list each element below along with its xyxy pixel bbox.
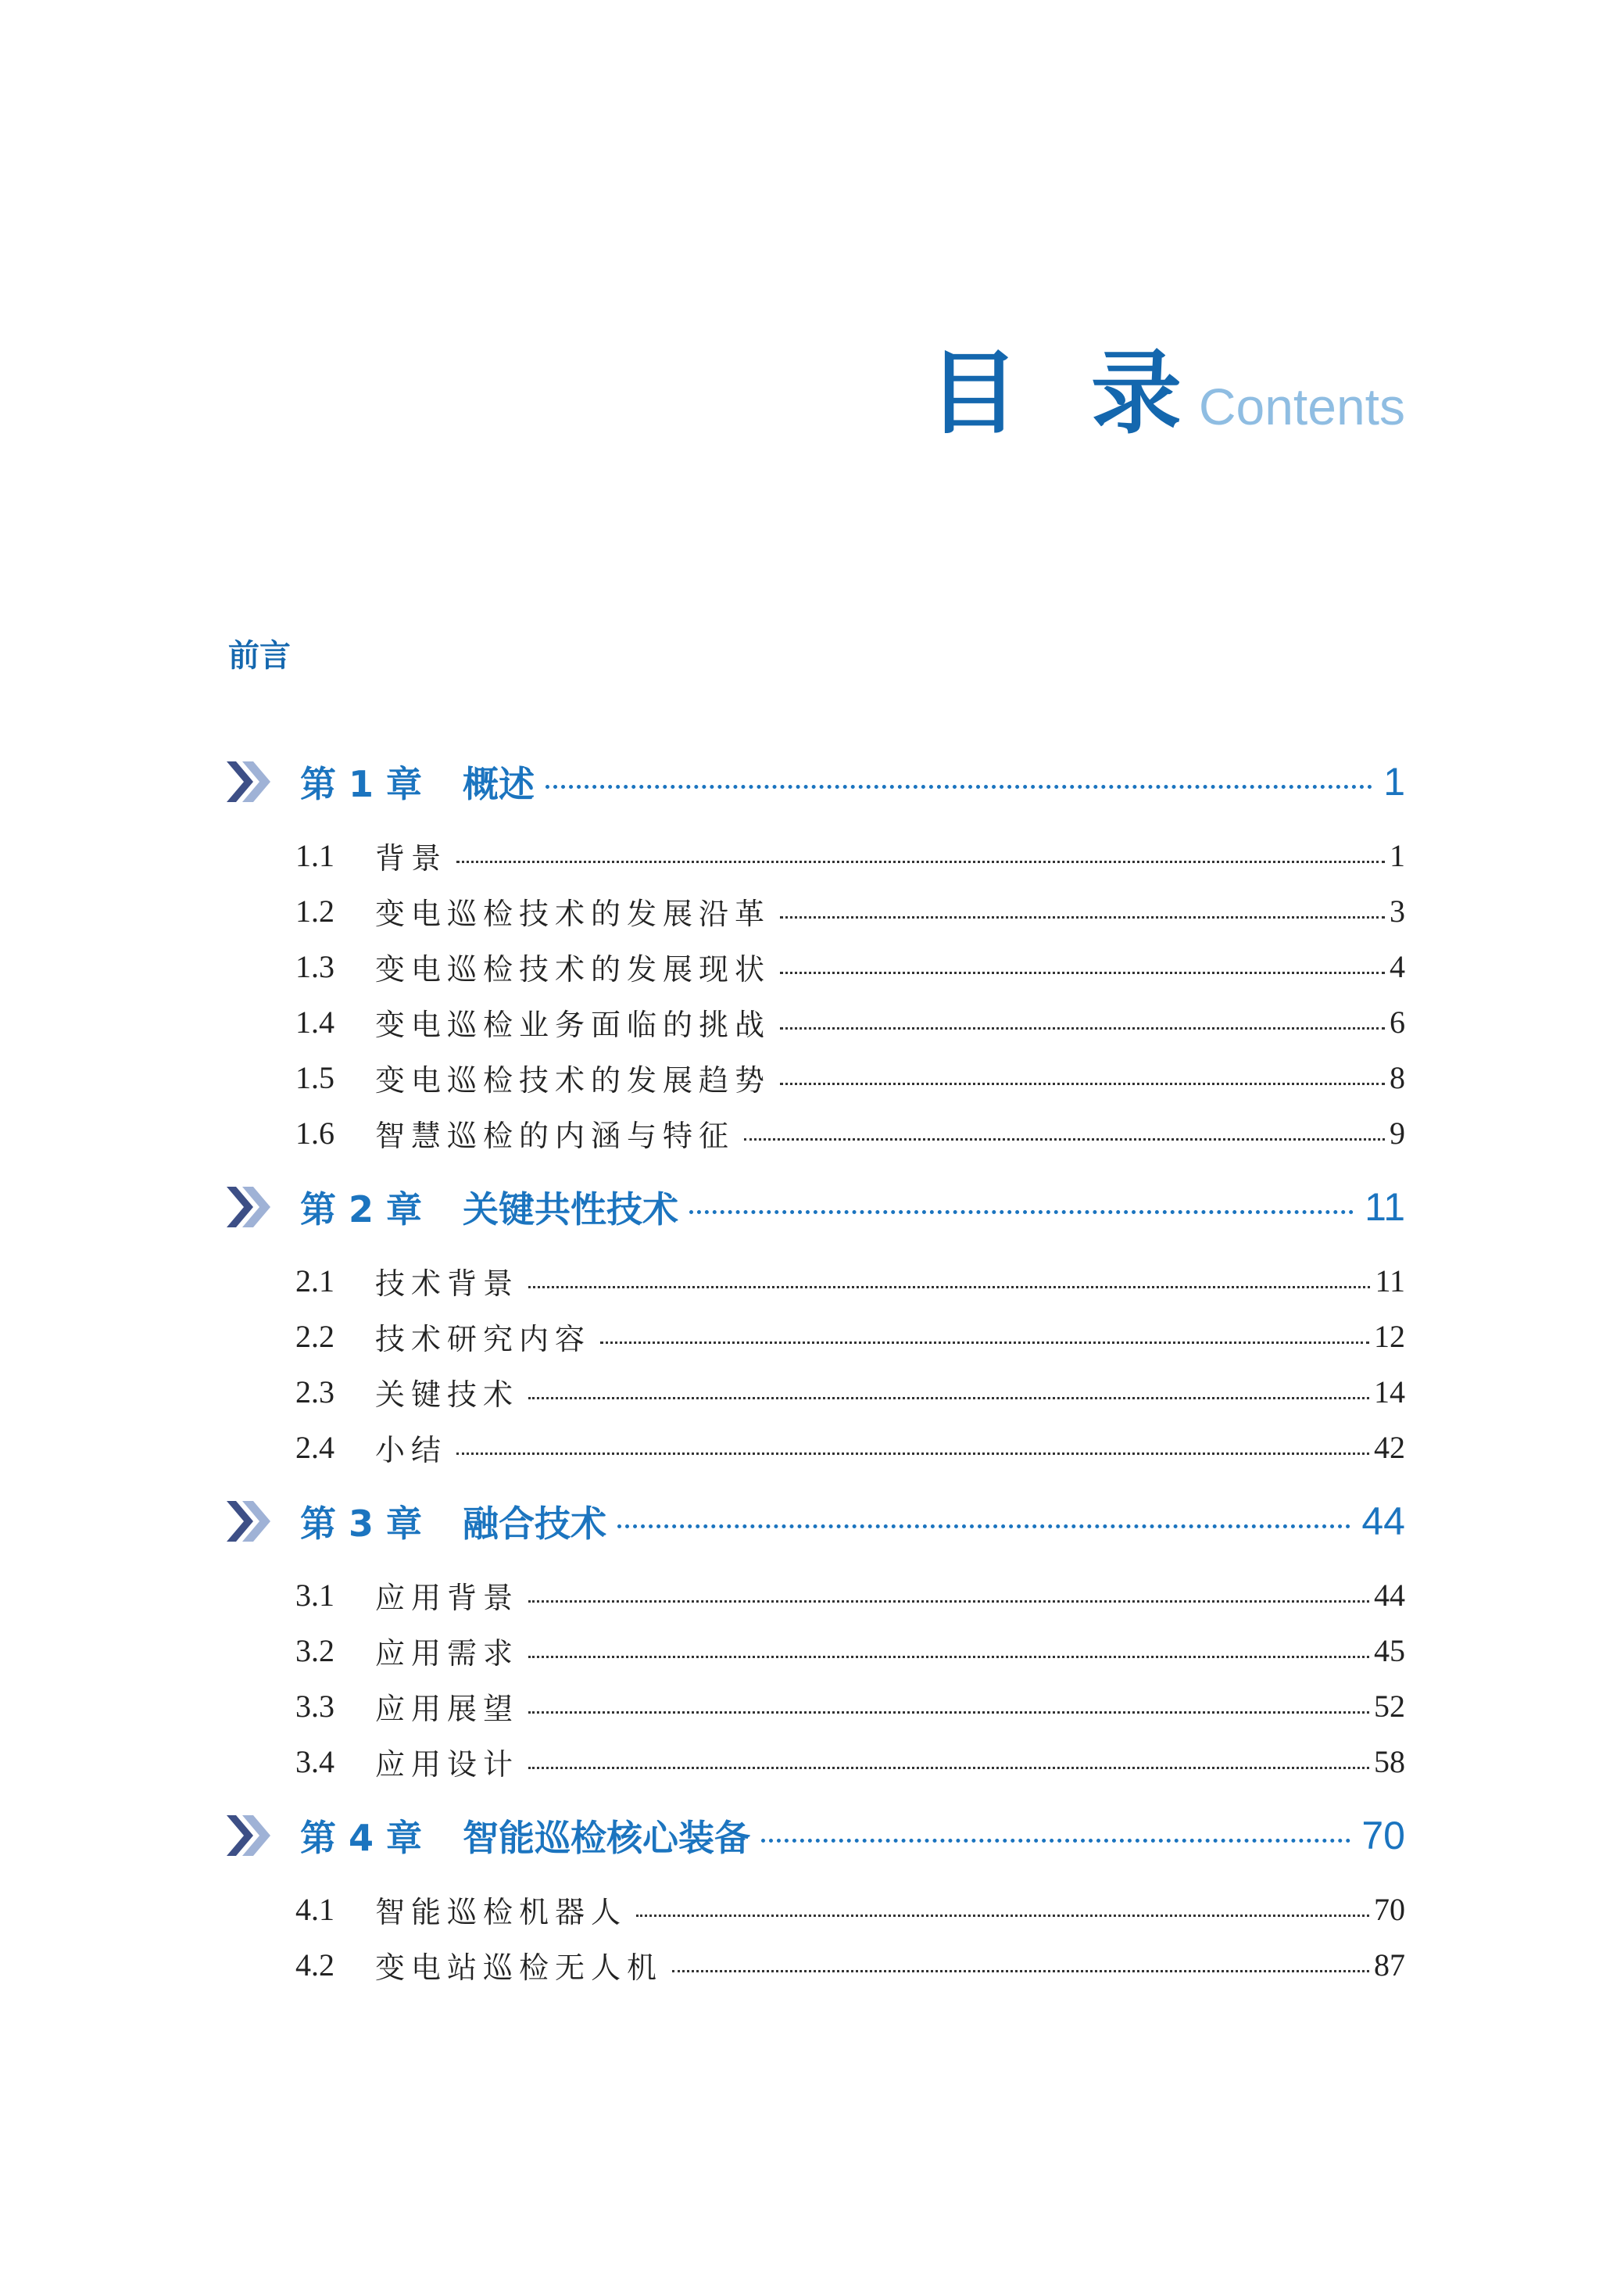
toc-section-entry[interactable] [227,939,1405,994]
dot-leader [528,1286,1370,1288]
dot-leader [528,1711,1369,1714]
chapter-number: 第 3 章 [300,1503,423,1545]
chapter-page-number: 11 [1365,1185,1405,1229]
section-page-number: 87 [1374,1947,1405,1983]
toc-section-entry[interactable] [227,1937,1405,1993]
dot-leader [780,916,1385,919]
page-title-english: Contents [1198,378,1405,435]
toc-section-entry[interactable] [227,1882,1405,1937]
section-number: 1.3 [295,949,334,984]
section-number: 4.1 [295,1892,334,1927]
page-title [928,321,1405,451]
toc-section-entry[interactable] [227,883,1405,939]
section-page-number: 1 [1390,838,1405,873]
toc-chapter-block [227,1172,1405,1475]
section-page-number: 14 [1374,1374,1405,1410]
chapter-page-number: 44 [1361,1499,1405,1543]
section-number: 2.2 [295,1319,334,1354]
section-number: 3.4 [295,1744,334,1779]
chapter-label [300,756,535,808]
section-list [227,828,1405,1161]
section-page-number: 12 [1374,1319,1405,1354]
section-page-number: 70 [1374,1892,1405,1927]
toc-section-entry[interactable] [227,1253,1405,1309]
dot-leader [689,1210,1354,1214]
toc-chapter-block [227,1486,1405,1789]
section-number: 2.1 [295,1263,334,1298]
chapter-label [300,1181,678,1233]
toc-section-entry[interactable] [227,994,1405,1050]
section-number: 3.2 [295,1633,334,1668]
section-number: 1.6 [295,1116,334,1151]
section-number: 4.2 [295,1947,334,1983]
toc-chapter-entry[interactable] [227,1800,1405,1871]
section-title: 技术研究内容 [375,1322,592,1356]
table-of-contents [227,747,1405,1993]
chapter-label [300,1810,750,1861]
section-page-number: 11 [1375,1263,1405,1298]
section-title: 变电巡检技术的发展沿革 [375,897,771,931]
toc-section-entry[interactable] [227,1309,1405,1364]
dot-leader [617,1524,1350,1528]
toc-chapter-entry[interactable] [227,747,1405,817]
section-title: 应用展望 [375,1692,520,1726]
section-title: 变电巡检技术的发展趋势 [375,1063,771,1098]
toc-section-entry[interactable] [227,1420,1405,1475]
chapter-number: 第 2 章 [300,1188,423,1230]
chapter-title: 关键共性技术 [463,1188,679,1230]
section-page-number: 45 [1374,1633,1405,1668]
dot-leader [456,1453,1369,1455]
section-title: 变电巡检技术的发展现状 [375,952,771,987]
chapter-title: 智能巡检核心装备 [463,1817,751,1859]
toc-chapter-block [227,747,1405,1161]
section-title: 应用设计 [375,1747,520,1782]
section-title: 背景 [375,841,448,876]
dot-leader [528,1397,1369,1399]
toc-section-entry[interactable] [227,1623,1405,1678]
toc-section-entry[interactable] [227,1678,1405,1734]
toc-section-entry[interactable] [227,1734,1405,1789]
dot-leader [528,1600,1369,1603]
toc-section-entry[interactable] [227,1050,1405,1105]
section-number: 2.3 [295,1374,334,1410]
double-chevron-right-icon [227,1812,272,1859]
section-title: 应用需求 [375,1636,520,1671]
section-page-number: 44 [1374,1578,1405,1613]
section-title: 智慧巡检的内涵与特征 [375,1119,735,1153]
section-title: 技术背景 [375,1266,520,1301]
dot-leader [780,1083,1385,1085]
section-number: 1.5 [295,1060,334,1095]
toc-section-entry[interactable] [227,828,1405,883]
dot-leader [636,1915,1369,1917]
section-title: 应用背景 [375,1581,520,1615]
section-page-number: 6 [1390,1005,1405,1040]
toc-chapter-entry[interactable] [227,1172,1405,1242]
chapter-title: 概述 [463,763,535,805]
dot-leader [546,785,1372,789]
dot-leader [744,1138,1385,1141]
section-page-number: 4 [1390,949,1405,984]
section-number: 2.4 [295,1430,334,1465]
toc-chapter-entry[interactable] [227,1486,1405,1556]
chapter-number: 第 1 章 [300,763,423,805]
section-list [227,1253,1405,1475]
chapter-number: 第 4 章 [300,1817,423,1859]
section-page-number: 3 [1390,894,1405,929]
dot-leader [528,1656,1369,1658]
section-number: 3.1 [295,1578,334,1613]
dot-leader [672,1970,1369,1972]
chapter-page-number: 70 [1361,1814,1405,1857]
section-page-number: 42 [1374,1430,1405,1465]
toc-section-entry[interactable] [227,1364,1405,1420]
section-list [227,1882,1405,1993]
dot-leader [456,861,1385,863]
toc-preface-link[interactable]: 前言 [228,637,291,674]
dot-leader [761,1839,1350,1843]
section-page-number: 9 [1390,1116,1405,1151]
chapter-title: 融合技术 [463,1503,607,1545]
dot-leader [780,1027,1385,1030]
section-number: 3.3 [295,1689,334,1724]
chapter-page-number: 1 [1383,760,1405,804]
section-title: 变电站巡检无人机 [375,1950,664,1985]
dot-leader [780,972,1385,974]
dot-leader [600,1341,1369,1344]
dot-leader [528,1767,1369,1769]
toc-section-entry[interactable] [227,1105,1405,1161]
section-title: 智能巡检机器人 [375,1895,628,1929]
chapter-label [300,1495,606,1547]
section-page-number: 52 [1374,1689,1405,1724]
section-page-number: 8 [1390,1060,1405,1095]
page-title-chinese: 目录 [928,341,1254,446]
section-number: 1.1 [295,838,334,873]
double-chevron-right-icon [227,758,272,805]
section-title: 小结 [375,1433,448,1467]
double-chevron-right-icon [227,1184,272,1230]
toc-chapter-block [227,1800,1405,1993]
section-number: 1.4 [295,1005,334,1040]
section-title: 变电巡检业务面临的挑战 [375,1008,771,1042]
section-title: 关键技术 [375,1377,520,1412]
toc-section-entry[interactable] [227,1567,1405,1623]
section-number: 1.2 [295,894,334,929]
section-page-number: 58 [1374,1744,1405,1779]
double-chevron-right-icon [227,1498,272,1545]
section-list [227,1567,1405,1789]
